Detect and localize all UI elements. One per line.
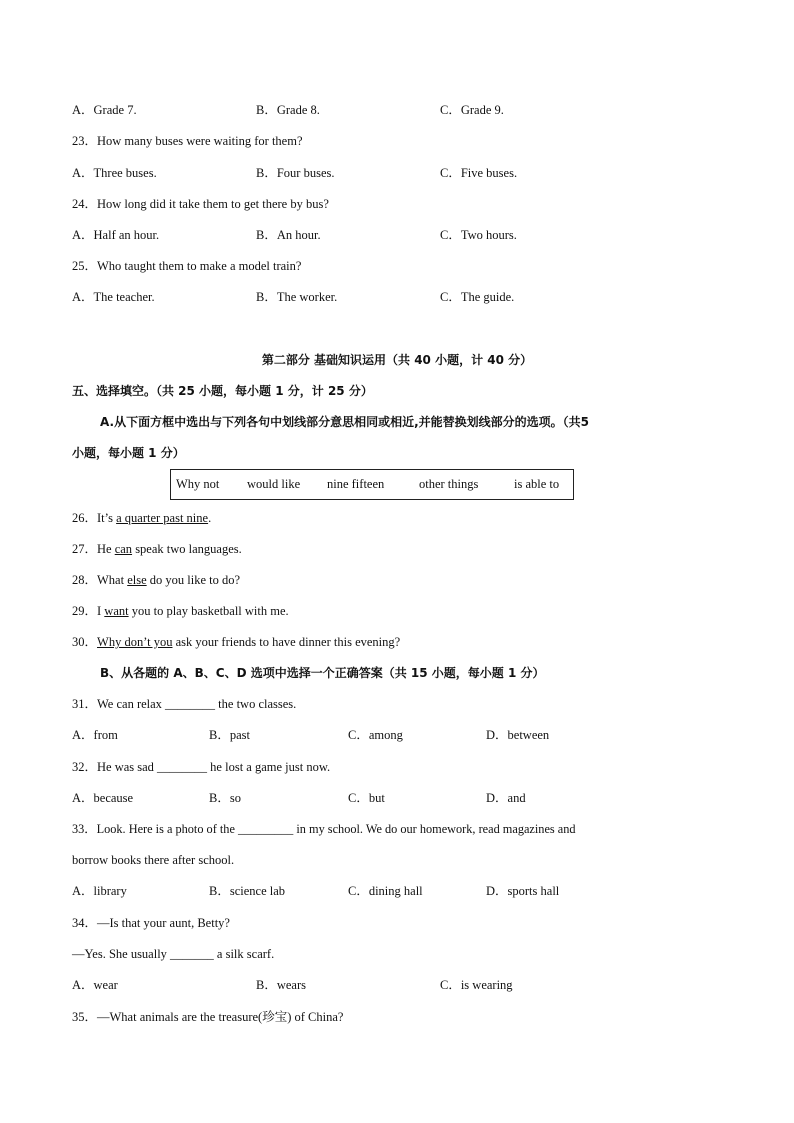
q34-option-c: C．is wearing (440, 978, 513, 992)
q25-stem: 25．Who taught them to make a model train? (72, 259, 302, 273)
q28-prefix: 28．What (72, 573, 128, 587)
q28 (72, 572, 240, 588)
q22-option-b: B．Grade 8. (256, 103, 320, 117)
q28-suffix: do you like to do? (146, 573, 241, 587)
q26 (72, 510, 211, 526)
q27 (72, 541, 242, 557)
q33-stem-line2: borrow books there after school. (72, 853, 235, 867)
sectionB-title: B、从各题的 A、B、C、D 选项中选择一个正确答案（共 15 小题，每小题 1 分） (100, 666, 545, 680)
q25-option-c: C．The guide. (440, 290, 515, 304)
word-box-item: nine fifteen (327, 477, 385, 491)
q24-stem: 24．How long did it take them to get there by bus? (72, 197, 329, 211)
q26-suffix: . (208, 511, 212, 525)
q23-option-a: A．Three buses. (72, 166, 157, 180)
q27-underlined: can (114, 542, 133, 556)
q31-option-c: C．among (348, 728, 403, 742)
q24-option-c: C．Two hours. (440, 228, 517, 242)
q32-stem: 32．He was sad ________ he lost a game just now. (72, 760, 331, 774)
sectionA-instructions-line2: 小题，每小题 1 分） (72, 446, 185, 460)
q32-option-a: A．because (72, 791, 134, 805)
q25-option-b: B．The worker. (256, 290, 338, 304)
q29 (72, 603, 289, 619)
word-box-item: is able to (514, 477, 560, 491)
q31-option-b: B．past (209, 728, 250, 742)
q33-option-d: D．sports hall (486, 884, 560, 898)
q30 (72, 634, 400, 650)
q31-option-d: D．between (486, 728, 550, 742)
q33-stem-line1: 33．Look. Here is a photo of the _________ in my school. We do our homework, read magazines and (72, 822, 576, 836)
q34-stem-line1: 34．—Is that your aunt, Betty? (72, 916, 230, 930)
part2-title: 第二部分 基础知识运用（共 40 小题，计 40 分） (261, 353, 533, 367)
word-box-item: would like (247, 477, 301, 491)
q32-option-c: C．but (348, 791, 385, 805)
q26-prefix: 26．It’s (72, 511, 117, 525)
q33-option-c: C．dining hall (348, 884, 423, 898)
q34-option-b: B．wears (256, 978, 306, 992)
q26-underlined: a quarter past nine (116, 511, 209, 525)
q24-option-a: A．Half an hour. (72, 228, 160, 242)
q31-stem: 31．We can relax ________ the two classes. (72, 697, 297, 711)
q28-underlined: else (127, 573, 147, 587)
q34-stem-line2: —Yes. She usually _______ a silk scarf. (72, 947, 275, 961)
q29-suffix: you to play basketball with me. (128, 604, 289, 618)
q22-option-a: A．Grade 7. (72, 103, 137, 117)
q25-option-a: A．The teacher. (72, 290, 155, 304)
q35-stem: 35．—What animals are the treasure(珍宝) of China? (72, 1010, 344, 1024)
q34-option-a: A．wear (72, 978, 118, 992)
q23-option-b: B．Four buses. (256, 166, 335, 180)
q29-prefix: 29．I (72, 604, 105, 618)
q29-underlined: want (104, 604, 129, 618)
q32-option-d: D．and (486, 791, 526, 805)
word-box-item: Why not (176, 477, 220, 491)
q23-stem: 23．How many buses were waiting for them? (72, 134, 303, 148)
q24-option-b: B．An hour. (256, 228, 321, 242)
q30-prefix: 30． (72, 635, 98, 649)
q33-option-b: B．science lab (209, 884, 286, 898)
q30-suffix: ask your friends to have dinner this evening? (172, 635, 401, 649)
word-box (170, 469, 574, 500)
q23-option-c: C．Five buses. (440, 166, 518, 180)
q22-option-c: C．Grade 9. (440, 103, 504, 117)
q32-option-b: B．so (209, 791, 241, 805)
section5-title: 五、选择填空。（共 25 小题，每小题 1 分，计 25 分） (72, 384, 373, 398)
q33-option-a: A．library (72, 884, 127, 898)
word-box-item: other things (419, 477, 479, 491)
q30-underlined: Why don’t you (97, 635, 173, 649)
q27-suffix: speak two languages. (132, 542, 242, 556)
sectionA-instructions-line1: A.从下面方框中选出与下列各句中划线部分意思相同或相近,并能替换划线部分的选项。（共5 (100, 415, 589, 429)
q31-option-a: A．from (72, 728, 118, 742)
q27-prefix: 27．He (72, 542, 115, 556)
